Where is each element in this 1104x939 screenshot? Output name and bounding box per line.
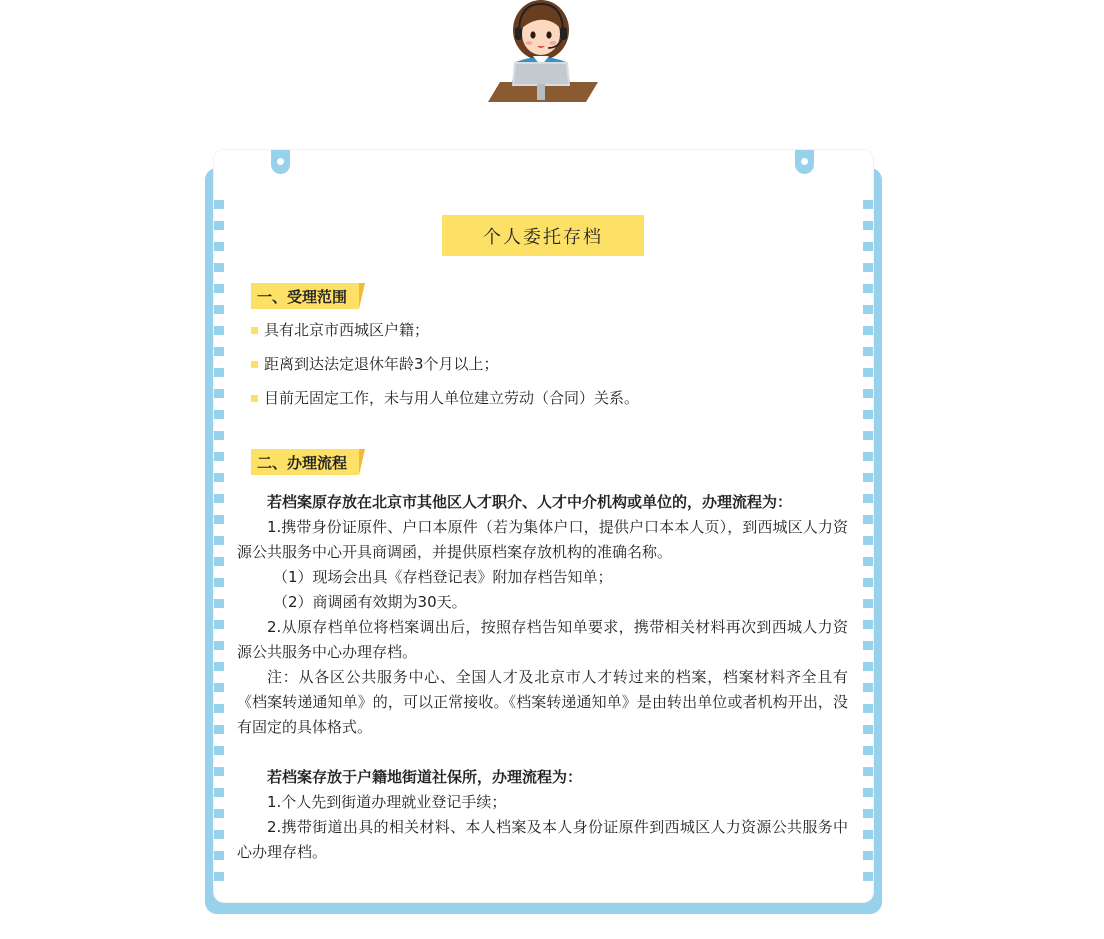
border-notch [214,305,224,314]
border-notch [214,221,224,230]
border-notch [214,872,224,881]
case2-step2: 2.携带街道出具的相关材料、本人档案及本人身份证原件到西城区人力资源公共服务中心办理存档。 [237,818,848,861]
border-notch [863,704,873,713]
border-notch [214,368,224,377]
border-notch [863,557,873,566]
border-notch [214,641,224,650]
section-heading-scope: 一、受理范围 [251,283,359,309]
border-notch [863,263,873,272]
bullet-square-icon [251,395,258,402]
border-notch [214,410,224,419]
border-notch [863,788,873,797]
border-notch [863,536,873,545]
case1-intro: 若档案原存放在北京市其他区人才职介、人才中介机构或单位的，办理流程为： [267,493,793,511]
border-notch [863,746,873,755]
border-notch [863,200,873,209]
border-notch [214,557,224,566]
border-notch [214,284,224,293]
border-notch [214,536,224,545]
process-text [237,490,848,865]
border-notch [863,452,873,461]
border-notch [863,851,873,860]
border-notch [863,599,873,608]
spacer [237,740,848,765]
border-notch [863,389,873,398]
case1-sub2: （2）商调函有效期为30天。 [273,593,467,611]
border-notch [214,263,224,272]
binder-ring-right [795,150,814,174]
border-notch [863,683,873,692]
border-notch [214,473,224,482]
list-item-text: 距离到达法定退休年龄3个月以上； [264,355,499,373]
border-notch [863,809,873,818]
border-notch [214,788,224,797]
border-notch [863,242,873,251]
border-notch [214,515,224,524]
bullet-square-icon [251,327,258,334]
case1-step1: 1.携带身份证原件、户口本原件（若为集体户口，提供户口本本人页），到西城区人力资源公共服务中心开具商调函，并提供原档案存放机构的准确名称。 [237,518,848,561]
border-notch [863,326,873,335]
border-notch [214,620,224,629]
border-notch [863,284,873,293]
border-notch [214,578,224,587]
border-notch [863,620,873,629]
case1-note: 注：从各区公共服务中心、全国人才及北京市人才转过来的档案，档案材料齐全且有《档案转递通知单》的，可以正常接收。《档案转递通知单》是由转出单位或者机构开出，没有固定的具体格式。 [237,668,848,736]
border-notch [214,326,224,335]
customer-service-illustration [486,0,602,104]
list-item [251,321,429,339]
border-notch [863,494,873,503]
border-notch [214,662,224,671]
border-notch [863,473,873,482]
border-notch [863,221,873,230]
border-notch [863,578,873,587]
case1-sub1: （1）现场会出具《存档登记表》附加存档告知单； [273,568,613,586]
border-notch [863,830,873,839]
case2-step1: 1.个人先到街道办理就业登记手续； [267,793,507,811]
list-item-text: 具有北京市西城区户籍； [264,321,430,339]
border-notch [214,809,224,818]
border-notch [214,452,224,461]
border-notch [863,347,873,356]
border-notch [214,200,224,209]
border-notch [863,872,873,881]
border-notch [214,389,224,398]
border-notch [214,242,224,251]
border-notch [214,599,224,608]
border-notch [214,494,224,503]
border-notch [214,347,224,356]
border-notch [214,851,224,860]
border-notch [863,515,873,524]
list-item-text: 目前无固定工作，未与用人单位建立劳动（合同）关系。 [264,389,640,407]
case2-intro: 若档案存放于户籍地街道社保所，办理流程为： [267,768,583,786]
list-item [251,355,499,373]
border-notch [863,662,873,671]
border-notch [863,368,873,377]
border-notch [863,767,873,776]
border-notch [214,704,224,713]
border-notch [863,305,873,314]
border-notch [214,683,224,692]
section-heading-process: 二、办理流程 [251,449,359,475]
border-notch [214,746,224,755]
border-notch [863,725,873,734]
binder-ring-left [271,150,290,174]
border-notch [214,830,224,839]
border-notch [214,767,224,776]
border-notch [214,725,224,734]
border-notch [863,431,873,440]
border-notch [214,431,224,440]
case1-step2: 2.从原存档单位将档案调出后，按照存档告知单要求，携带相关材料再次到西城人力资源公共服务中心办理存档。 [237,618,848,661]
page-title: 个人委托存档 [442,215,644,256]
border-notch [863,410,873,419]
border-notch [863,641,873,650]
bullet-square-icon [251,361,258,368]
list-item [251,389,639,407]
